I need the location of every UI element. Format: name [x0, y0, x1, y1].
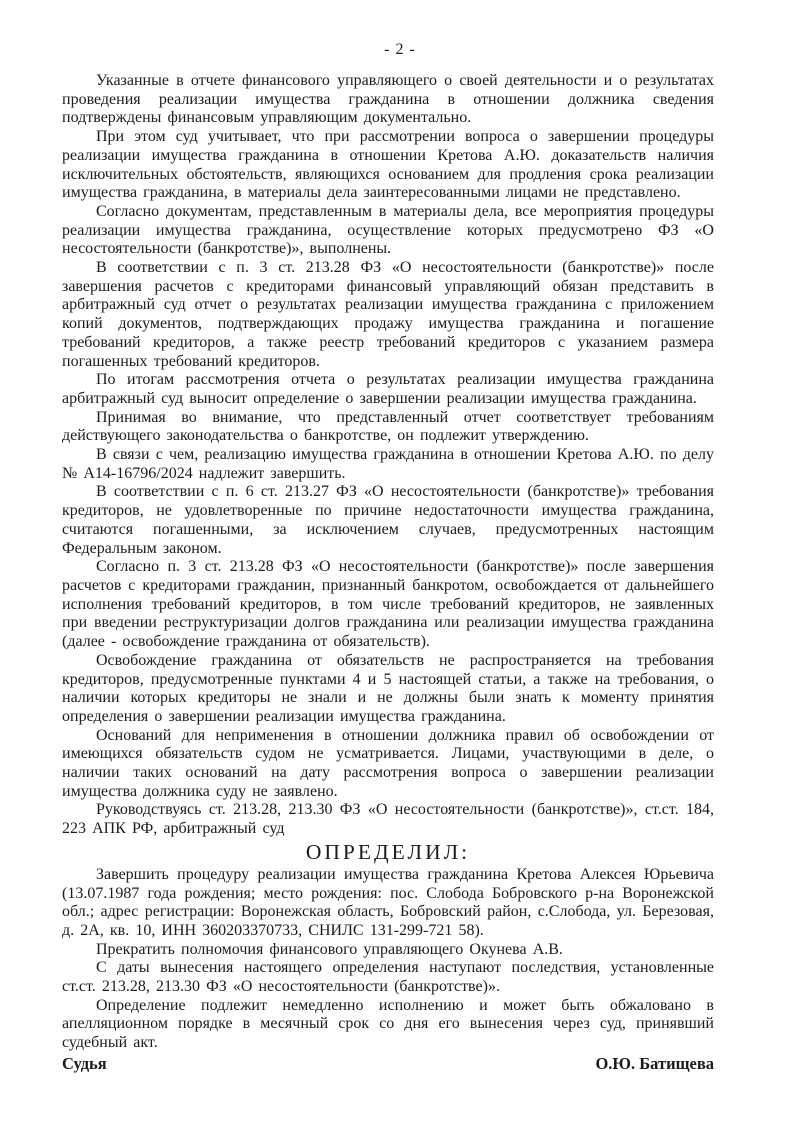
- paragraph: При этом суд учитывает, что при рассмотрении вопроса о завершении процедуры реализации имущества гражданина в отношении Кретова А.Ю. доказательств наличия исключительных обстоятельств, являющихся основанием для продления срока реализации имущества гражданина, в материалы дела заинтересованными лицами не представлено.: [62, 128, 714, 202]
- judge-name: О.Ю. Батищева: [595, 1053, 714, 1073]
- document-body: [62, 72, 714, 1073]
- signature-row: [62, 1054, 714, 1073]
- paragraph: В соответствии с п. 6 ст. 213.27 ФЗ «О несостоятельности (банкротстве)» требования кредиторов, не удовлетворенные по причине недостаточности имущества гражданина, считаются погашенными, за исключением случаев, предусмотренных настоящим Федеральным законом.: [62, 483, 714, 557]
- page-number: - 2 -: [384, 41, 416, 58]
- resolution-paragraph: Завершить процедуру реализации имущества гражданина Кретова Алексея Юрьевича (13.07.1987 года рождения; место рождения: пос. Слобода Бобровского р-на Воронежской обл.; адрес регистрации: Воронежская область, Бобровский район, с.Слобода, ул. Березовая, д. 2А, кв. 10, ИНН 360203370733, СНИЛС 131-299-721 58).: [62, 865, 714, 939]
- paragraph: Руководствуясь ст. 213.28, 213.30 ФЗ «О несостоятельности (банкротстве)», ст.ст. 184, 223 АПК РФ, арбитражный суд: [62, 801, 714, 838]
- resolution-heading: ОПРЕДЕЛИЛ:: [305, 839, 471, 864]
- paragraph: Согласно документам, представленным в материалы дела, все мероприятия процедуры реализации имущества гражданина, осуществление которых предусмотрено ФЗ «О несостоятельности (банкротстве)», выполнены.: [62, 202, 714, 258]
- judge-label: Судья: [62, 1053, 107, 1073]
- paragraph: Принимая во внимание, что представленный отчет соответствует требованиям действующего законодательства о банкротстве, он подлежит утверждению.: [62, 408, 714, 445]
- resolution-paragraph: Прекратить полномочия финансового управляющего Окунева А.В.: [96, 940, 563, 958]
- paragraph: Освобождение гражданина от обязательств не распространяется на требования кредиторов, предусмотренные пунктами 4 и 5 настоящей статьи, а также на требования, о наличии которых кредиторы не знали и не должны были знать к моменту принятия определения о завершении реализации имущества гражданина.: [62, 651, 714, 725]
- paragraph: По итогам рассмотрения отчета о результатах реализации имущества гражданина арбитражный суд выносит определение о завершении реализации имущества гражданина.: [62, 371, 714, 407]
- resolution-paragraph: Определение подлежит немедленно исполнению и может быть обжаловано в апелляционном порядке в месячный срок со дня его вынесения через суд, принявший судебный акт.: [62, 996, 714, 1052]
- resolution-paragraph-list: [62, 866, 714, 1053]
- paragraph-list: [62, 72, 714, 839]
- paragraph: Указанные в отчете финансового управляющего о своей деятельности и о результатах проведения реализации имущества гражданина в отношении должника сведения подтверждены финансовым управляющим документально.: [62, 72, 714, 127]
- paragraph: Согласно п. 3 ст. 213.28 ФЗ «О несостоятельности (банкротстве)» после завершения расчетов с кредиторами гражданин, признанный банкротом, освобождается от дальнейшего исполнения требований кредиторов, в том числе требований кредиторов, не заявленных при введении реструктуризации долгов гражданина или реализации имущества гражданина (далее - освобождение гражданина от обязательств).: [62, 558, 714, 651]
- paragraph: Оснований для неприменения в отношении должника правил об освобождении от имеющихся обязательств судом не усматривается. Лицами, участвующими в деле, о наличии таких оснований на дату рассмотрения вопроса о завершении реализации имущества должника суду не заявлено.: [62, 726, 714, 800]
- paragraph: В соответствии с п. 3 ст. 213.28 ФЗ «О несостоятельности (банкротстве)» после завершения расчетов с кредиторами финансовый управляющий обязан представить в арбитражный суд отчет о результатах реализации имущества гражданина с приложением копий документов, подтверждающих продажу имущества гражданина и погашение требований кредиторов, а также реестр требований кредиторов с указанием размера погашенных требований кредиторов.: [62, 259, 714, 370]
- resolution-paragraph: С даты вынесения настоящего определения наступают последствия, установленные ст.ст. 213.28, 213.30 ФЗ «О несостоятельности (банкротстве)».: [62, 959, 714, 996]
- paragraph: В связи с чем, реализацию имущества гражданина в отношении Кретова А.Ю. по делу № А14-16796/2024 надлежит завершить.: [62, 446, 714, 482]
